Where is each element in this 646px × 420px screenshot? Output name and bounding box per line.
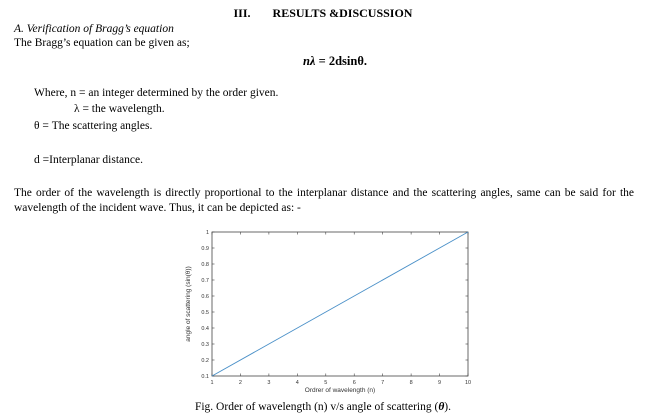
where-line-theta: θ = The scattering angles. [34,120,153,132]
y-tick-label: 0.9 [201,246,209,252]
x-tick-label: 6 [352,380,356,386]
where-line-d: d =Interplanar distance. [34,154,143,166]
x-tick-label: 5 [324,380,328,386]
body-paragraph: The order of the wavelength is directly proportional to the interplanar distance and the scattering angles, same can be said for the wavelength of the incident wave. Thus, it can be depicted as: - [14,187,634,214]
y-tick-label: 0.2 [201,358,209,364]
equation-rhs: = 2dsinθ. [315,54,367,68]
caption-symbol: θ [438,401,445,413]
figure-caption [0,401,646,413]
x-axis-label: Ordrer of wavelength (n) [304,387,376,394]
x-tick-label: 1 [210,380,214,386]
intro-text: The Bragg’s equation can be given as; [14,37,190,49]
x-tick-label: 8 [409,380,413,386]
caption-prefix: Fig. Order of wavelength (n) v/s angle of scattering ( [194,401,439,413]
y-axis-label: angle of scattering (sin(θ)) [185,266,192,342]
x-tick-label: 10 [464,380,472,386]
y-tick-label: 0.8 [201,262,209,268]
y-tick-label: 0.4 [201,326,209,332]
bragg-equation [0,54,646,69]
x-tick-label: 2 [238,380,242,386]
x-tick-label: 4 [295,380,299,386]
y-tick-label: 0.5 [201,310,209,316]
where-line-n: Where, n = an integer determined by the order given. [34,87,279,99]
subsection-title: A. Verification of Bragg’s equation [14,23,174,35]
caption-suffix: ). [444,401,452,413]
where-line-lambda: λ = the wavelength. [74,103,165,115]
y-tick-label: 0.7 [201,278,209,284]
section-heading [0,6,646,21]
x-tick-label: 9 [438,380,442,386]
section-title: RESULTS &DISCUSSION [272,6,413,20]
section-number: III. [233,6,251,20]
y-tick-label: 0.1 [201,374,209,380]
equation-lhs: nλ [302,54,316,68]
y-tick-label: 0.3 [201,342,209,348]
y-tick-label: 1 [205,230,209,236]
y-tick-label: 0.6 [201,294,209,300]
wavelength-angle-chart [180,224,480,400]
x-tick-label: 3 [267,380,271,386]
x-tick-label: 7 [381,380,385,386]
